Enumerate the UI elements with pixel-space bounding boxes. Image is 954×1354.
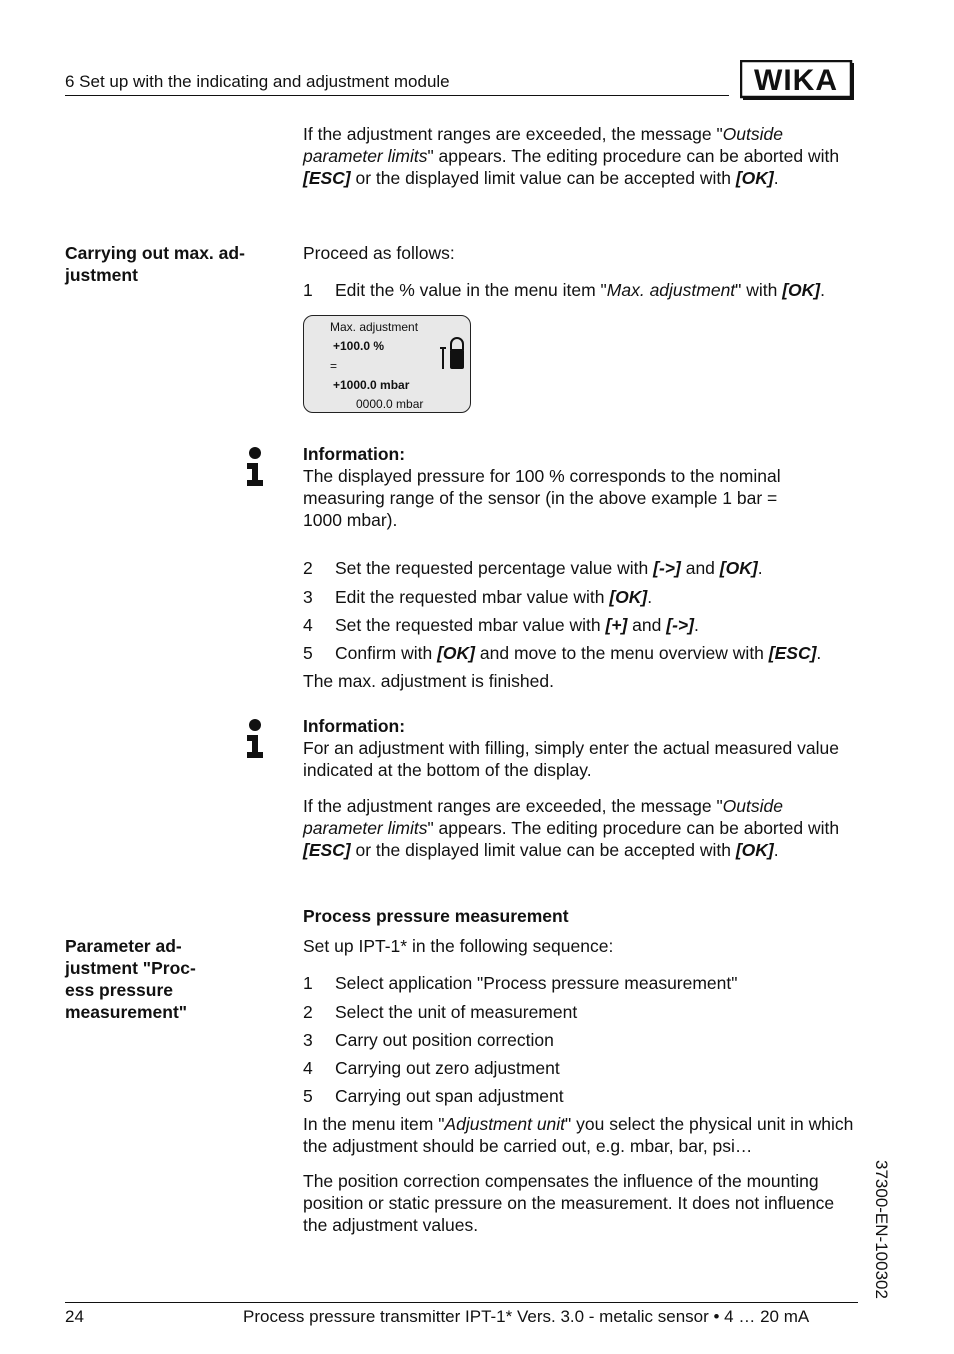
proceed-text: Proceed as follows: <box>303 243 455 263</box>
sequence-item: 3 Carry out position correction <box>303 1030 554 1050</box>
sequence-item: 5 Carrying out span adjustment <box>303 1086 564 1106</box>
lcd-display <box>303 315 471 413</box>
info-icon <box>244 447 266 487</box>
step-1: 1 Edit the % value in the menu item "Max. adjustment" with [OK]. <box>303 280 826 300</box>
header-rule <box>65 95 729 96</box>
side-heading-max-adjustment: Carrying out max. ad- justment <box>65 243 245 285</box>
document-code: 37300-EN-100302 <box>872 1160 891 1299</box>
side-heading-parameter-adjustment: Parameter ad- justment "Proc- ess pressure measurement" <box>65 936 196 1022</box>
lcd-measured: 0000.0 mbar <box>356 397 424 411</box>
lock-icon <box>440 336 466 370</box>
step-4: 4 Set the requested mbar value with [+] and [->]. <box>303 615 699 635</box>
adjustment-unit-paragraph: In the menu item "Adjustment unit" you select the physical unit in which the adjustment should be carried out, e.g. mbar, bar, psi… <box>303 1114 854 1156</box>
page-number: 24 <box>65 1307 84 1326</box>
info-block-1: Information: The displayed pressure for 100 % corresponds to the nominal measuring range of the sensor (in the above example 1 bar = 1000 mbar). <box>303 444 781 530</box>
limits-paragraph-1: If the adjustment ranges are exceeded, the message "Outside parameter limits" appears. The editing procedure can be aborted with [ESC] or the displayed limit value can be accepted with [OK]. <box>303 124 840 188</box>
step-3: 3 Edit the requested mbar value with [OK]. <box>303 587 653 607</box>
limits-paragraph-2: If the adjustment ranges are exceeded, the message "Outside parameter limits" appears. The editing procedure can be aborted with [ESC] or the displayed limit value can be accepted with [OK]. <box>303 796 840 860</box>
logo-text: WIKA <box>754 64 838 97</box>
info-block-2: Information: For an adjustment with filling, simply enter the actual measured value indicated at the bottom of the display. <box>303 716 839 780</box>
running-header: 6 Set up with the indicating and adjustment module <box>65 72 450 91</box>
step-5: 5 Confirm with [OK] and move to the menu overview with [ESC]. <box>303 643 822 663</box>
lcd-mbar-value: +1000.0 mbar <box>333 378 410 392</box>
sequence-item: 4 Carrying out zero adjustment <box>303 1058 560 1078</box>
lcd-title: Max. adjustment <box>330 320 419 334</box>
info-icon <box>244 719 266 759</box>
wika-logo <box>740 60 854 100</box>
lcd-equals: = <box>330 359 338 373</box>
finished-text: The max. adjustment is finished. <box>303 671 554 691</box>
step-2: 2 Set the requested percentage value with [->] and [OK]. <box>303 558 763 578</box>
footer-rule <box>65 1302 858 1303</box>
sequence-item: 1 Select application "Process pressure measurement" <box>303 973 738 993</box>
lcd-percent: +100.0 % <box>333 339 385 353</box>
section-heading-process: Process pressure measurement <box>303 906 569 926</box>
footer-title: Process pressure transmitter IPT-1* Vers. 3.0 - metalic sensor • 4 … 20 mA <box>243 1307 810 1326</box>
sequence-intro: Set up IPT-1* in the following sequence: <box>303 936 614 956</box>
position-correction-paragraph: The position correction compensates the influence of the mounting position or static pressure on the measurement. It does not influence the adjustment values. <box>303 1171 835 1235</box>
sequence-item: 2 Select the unit of measurement <box>303 1002 578 1022</box>
